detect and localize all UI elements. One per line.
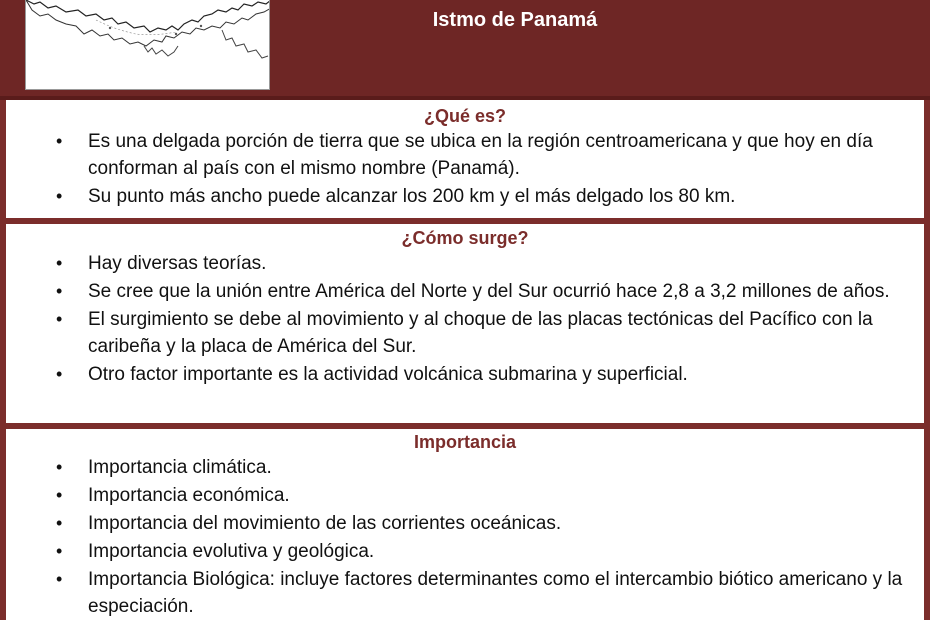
list-item-text: Importancia del movimiento de las corrientes oceánicas. [88, 513, 562, 534]
header-banner [0, 0, 930, 100]
section-title: ¿Qué es? [423, 106, 507, 126]
section-title: Importancia [413, 432, 517, 452]
section-divider [0, 218, 930, 224]
list-item-text: Importancia Biológica: incluye factores determinantes como el intercambio biótico americano y la especiación. [88, 569, 903, 617]
list-item [6, 250, 924, 277]
list-item-text: Hay diversas teorías. [88, 253, 267, 274]
list-item-text: Su punto más ancho puede alcanzar los 200 km y el más delgado los 80 km. [88, 186, 736, 207]
bullet-icon: • [56, 364, 63, 384]
panama-map-icon [25, 0, 270, 90]
bullet-icon: • [56, 541, 63, 561]
list-item [6, 454, 924, 481]
list-item-text: Se cree que la unión entre América del Norte y del Sur ocurrió hace 2,8 a 3,2 millones de años. [88, 281, 890, 302]
list-item-text: Importancia climática. [88, 457, 272, 478]
bullet-icon: • [56, 485, 63, 505]
bullet-list [6, 250, 924, 388]
section-divider [0, 423, 930, 429]
bullet-icon: • [56, 513, 63, 533]
list-item-text: Importancia económica. [88, 485, 290, 506]
list-item [6, 128, 924, 182]
page-title: Istmo de Panamá [432, 9, 598, 31]
list-item-text: Otro factor importante es la actividad volcánica submarina y superficial. [88, 364, 688, 385]
bullet-icon: • [56, 457, 63, 477]
list-item [6, 306, 924, 360]
section-title: ¿Cómo surge? [401, 228, 529, 248]
bullet-icon: • [56, 253, 63, 273]
list-item [6, 278, 924, 305]
list-item [6, 538, 924, 565]
bullet-icon: • [56, 131, 63, 151]
list-item [6, 361, 924, 388]
section-que-es [6, 104, 924, 216]
header-divider [0, 96, 930, 100]
section-como-surge [6, 226, 924, 422]
bullet-icon: • [56, 281, 63, 301]
bullet-icon: • [56, 309, 63, 329]
bullet-list [6, 454, 924, 620]
bullet-list [6, 128, 924, 210]
section-importancia [6, 430, 924, 620]
list-item [6, 510, 924, 537]
list-item [6, 566, 924, 620]
list-item [6, 183, 924, 210]
list-item [6, 482, 924, 509]
bullet-icon: • [56, 186, 63, 206]
bullet-icon: • [56, 569, 63, 589]
list-item-text: Importancia evolutiva y geológica. [88, 541, 375, 562]
list-item-text: El surgimiento se debe al movimiento y al choque de las placas tectónicas del Pacífico con la caribeña y la placa de América del Sur. [88, 309, 873, 357]
list-item-text: Es una delgada porción de tierra que se ubica en la región centroamericana y que hoy en día conforman al país con el mismo nombre (Panamá). [88, 131, 873, 179]
